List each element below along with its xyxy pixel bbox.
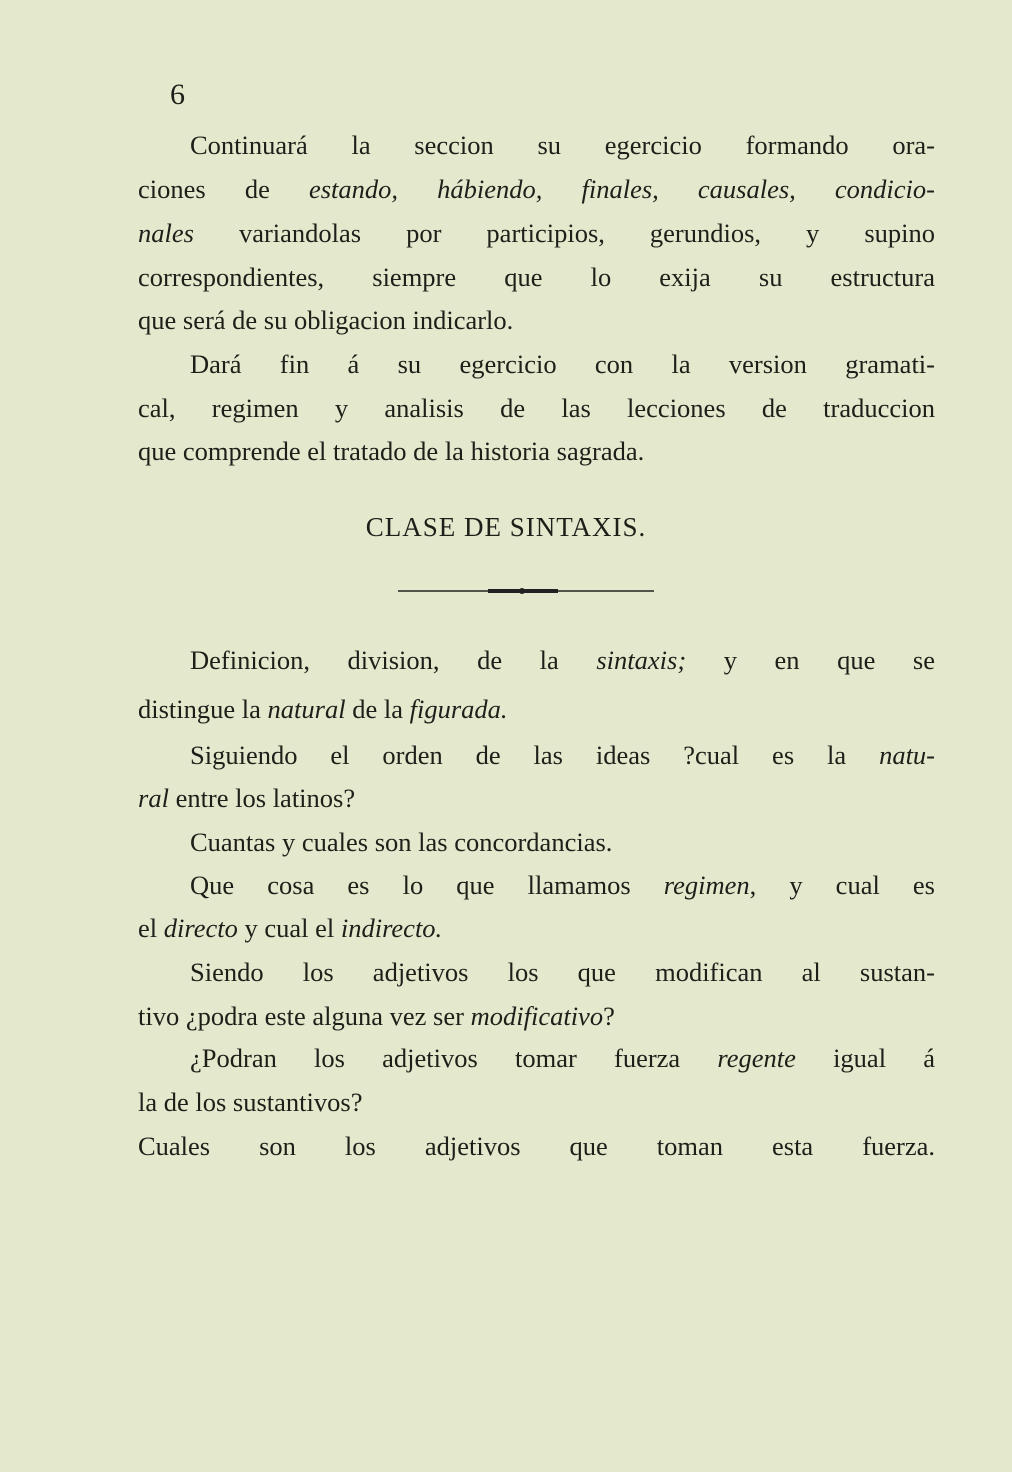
text-segment: el [138,913,164,943]
text-line [138,1085,935,1119]
text-segment: Siendo los adjetivos los que modifican al sustan- [190,957,935,987]
text-segment: de la [345,694,410,724]
text-line [190,643,935,677]
text-segment: y cual el [237,913,341,943]
page-number: 6 [170,78,185,111]
text-line [138,303,935,337]
section-heading: CLASE DE SINTAXIS. [365,512,647,542]
italic-text: figurada. [409,694,508,724]
text-segment: cal, regimen y analisis de las lecciones de traduccion [138,393,935,423]
text-segment: que será de su obligacion indicarlo. [138,305,514,335]
text-line [138,172,935,206]
italic-text: natu- [879,740,935,770]
italic-text: regimen [663,870,750,900]
text-segment: y en que se [686,645,935,675]
text-segment: entre los latinos? [168,783,356,813]
text-line [190,738,935,772]
text-segment: Dará fin á su egercicio con la version gramati- [190,349,935,379]
text-segment: Cuantas y cuales son las concordancias. [190,827,613,857]
italic-text: directo [163,913,238,943]
italic-text: estando, hábiendo, finales, causales, condicio- [308,174,935,204]
text-segment: distingue la [138,694,268,724]
text-line [190,347,935,381]
text-line [138,1129,935,1163]
text-line [190,868,935,902]
text-line [190,1041,935,1075]
text-segment: la de los sustantivos? [138,1087,363,1117]
text-segment: correspondientes, siempre que lo exija su estructura [138,262,935,292]
text-line [138,216,935,250]
text-segment: Definicion, division, de la [190,645,597,675]
text-segment: Que cosa es lo que llamamos [190,870,664,900]
italic-text: modificativo [470,1001,604,1031]
text-line [138,260,935,294]
text-line [138,911,935,945]
ornamental-rule [398,588,654,594]
italic-text: indirecto. [340,913,443,943]
text-line [190,825,935,859]
text-line [190,955,935,989]
italic-text: sintaxis; [596,645,687,675]
italic-text: nales [138,218,194,248]
text-segment: Siguiendo el orden de las ideas ?cual es la [190,740,880,770]
text-line [138,434,935,468]
italic-text: regente [717,1043,796,1073]
text-segment: , y cual es [749,870,935,900]
text-segment: ciones de [138,174,309,204]
text-segment: que comprende el tratado de la historia sagrada. [138,436,645,466]
text-segment: Continuará la seccion su egercicio formando ora- [190,130,935,160]
text-segment: ¿Podran los adjetivos tomar fuerza [190,1043,718,1073]
text-segment: igual á [795,1043,936,1073]
text-segment: Cuales son los adjetivos que toman esta fuerza. [138,1131,935,1161]
text-line [138,999,935,1033]
text-segment: variandolas por participios, gerundios, y supino [193,218,935,248]
italic-text: natural [267,694,346,724]
text-segment: tivo ¿podra este alguna vez ser [138,1001,471,1031]
text-line [138,781,935,815]
text-line [190,128,935,162]
text-segment: ? [603,1001,615,1031]
text-line [138,692,935,726]
text-line [138,391,935,425]
italic-text: ral [138,783,169,813]
